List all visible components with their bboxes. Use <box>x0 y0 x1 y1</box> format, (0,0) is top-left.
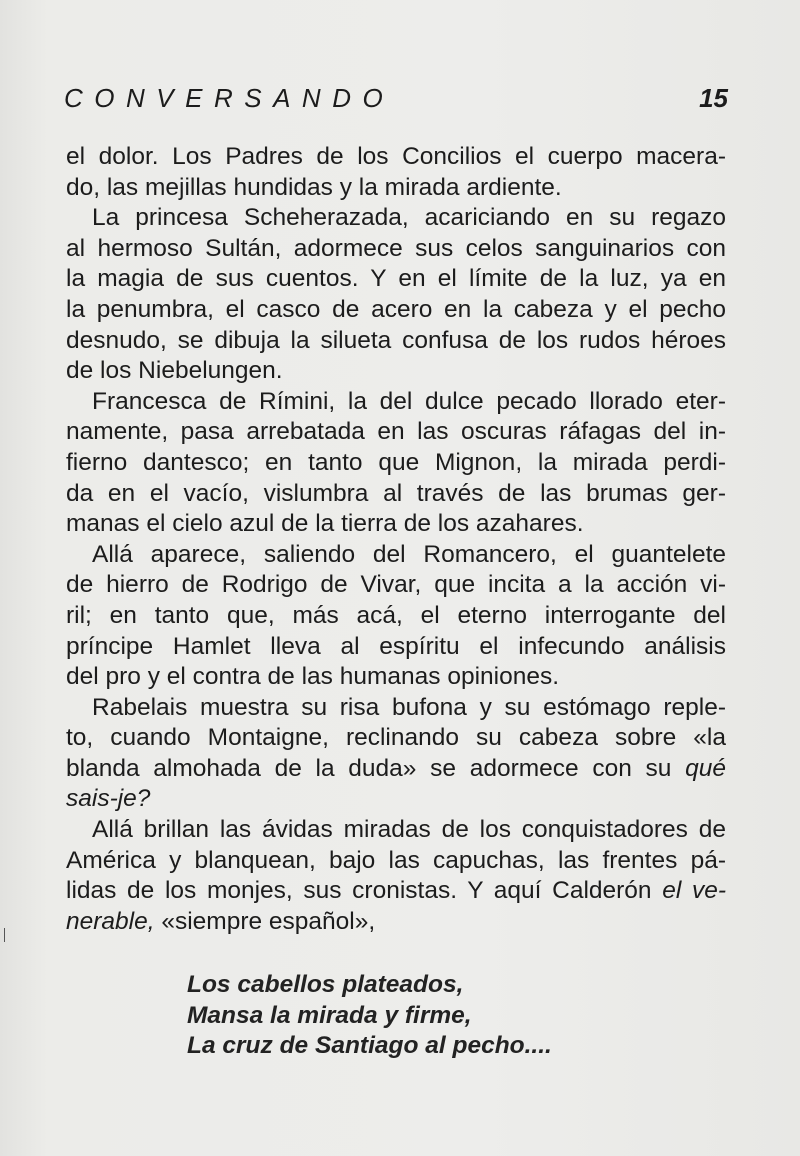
line-text: to, cuando Montaigne, reclinando su cabeza sobre «la <box>66 724 726 752</box>
running-head: CONVERSANDO <box>64 83 395 113</box>
body-text <box>66 142 726 937</box>
line-text: la penumbra, el casco de acero en la cabeza y el pecho <box>66 295 726 323</box>
text-line <box>66 203 726 234</box>
line-text: Allá aparece, saliendo del Romancero, el guantelete <box>92 540 726 568</box>
text-line <box>66 387 726 418</box>
text-line <box>66 142 726 173</box>
page-header <box>64 83 728 123</box>
italic-text: nerable, <box>66 907 155 935</box>
verse-line: Mansa la mirada y firme, <box>187 1001 472 1029</box>
line-text: da en el vacío, vislumbra al través de las brumas ger- <box>66 479 726 507</box>
verse-quote <box>187 970 552 1062</box>
italic-text: el ve- <box>662 877 726 905</box>
text-line <box>66 846 726 877</box>
text-line <box>66 754 726 785</box>
text-line <box>66 907 726 938</box>
text-line <box>66 540 726 571</box>
text-line <box>66 815 726 846</box>
text-line <box>66 876 726 907</box>
text-line <box>66 479 726 510</box>
text-line <box>66 632 726 663</box>
line-text: al hermoso Sultán, adormece sus celos sanguinarios con <box>66 234 726 262</box>
italic-text: sais-je? <box>66 785 151 813</box>
verse-line: La cruz de Santiago al pecho.... <box>187 1032 552 1060</box>
page-number: 15 <box>699 83 728 113</box>
text-line <box>66 326 726 357</box>
italic-text: qué <box>685 754 726 782</box>
margin-mark <box>4 928 5 942</box>
line-text: príncipe Hamlet lleva al espíritu el infecundo análisis <box>66 632 726 660</box>
line-text: desnudo, se dibuja la silueta confusa de los rudos héroes <box>66 326 726 354</box>
line-text: fierno dantesco; en tanto que Mignon, la mirada perdi- <box>66 448 726 476</box>
line-text: ril; en tanto que, más acá, el eterno interrogante del <box>66 601 726 629</box>
text-line <box>66 570 726 601</box>
line-text: La princesa Scheherazada, acariciando en su regazo <box>92 204 726 232</box>
text-line <box>66 234 726 265</box>
line-text: do, las mejillas hundidas y la mirada ardiente. <box>66 173 562 201</box>
text-line <box>66 601 726 632</box>
line-text: manas el cielo azul de la tierra de los azahares. <box>66 510 584 538</box>
text-line <box>66 509 726 540</box>
text-line <box>66 264 726 295</box>
text-line <box>66 448 726 479</box>
line-text: el dolor. Los Padres de los Concilios el cuerpo macera- <box>66 143 726 170</box>
line-text: lidas de los monjes, sus cronistas. Y aquí Calderón <box>66 877 652 905</box>
line-text: de los Niebelungen. <box>66 357 283 385</box>
text-line <box>66 662 726 693</box>
line-text: Rabelais muestra su risa bufona y su estómago reple- <box>92 693 726 721</box>
line-text: Allá brillan las ávidas miradas de los conquistadores de <box>92 816 726 844</box>
text-line <box>66 417 726 448</box>
text-line <box>66 784 726 815</box>
line-text: Francesca de Rímini, la del dulce pecado llorado eter- <box>92 387 726 415</box>
line-text: blanda almohada de la duda» se adormece con su <box>66 754 672 782</box>
verse-line: Los cabellos plateados, <box>187 971 464 998</box>
line-text: de hierro de Rodrigo de Vivar, que incita a la acción vi- <box>66 571 726 599</box>
line-text: América y blanquean, bajo las capuchas, las frentes pá- <box>66 846 726 874</box>
text-line <box>66 295 726 326</box>
line-text: «siempre español», <box>154 907 376 935</box>
text-line <box>66 693 726 724</box>
text-line <box>66 723 726 754</box>
text-line <box>66 356 726 387</box>
text-line <box>66 173 726 204</box>
line-text: del pro y el contra de las humanas opiniones. <box>66 663 560 691</box>
line-text: namente, pasa arrebatada en las oscuras ráfagas del in- <box>66 418 726 446</box>
line-text: la magia de sus cuentos. Y en el límite de la luz, ya en <box>66 265 726 293</box>
